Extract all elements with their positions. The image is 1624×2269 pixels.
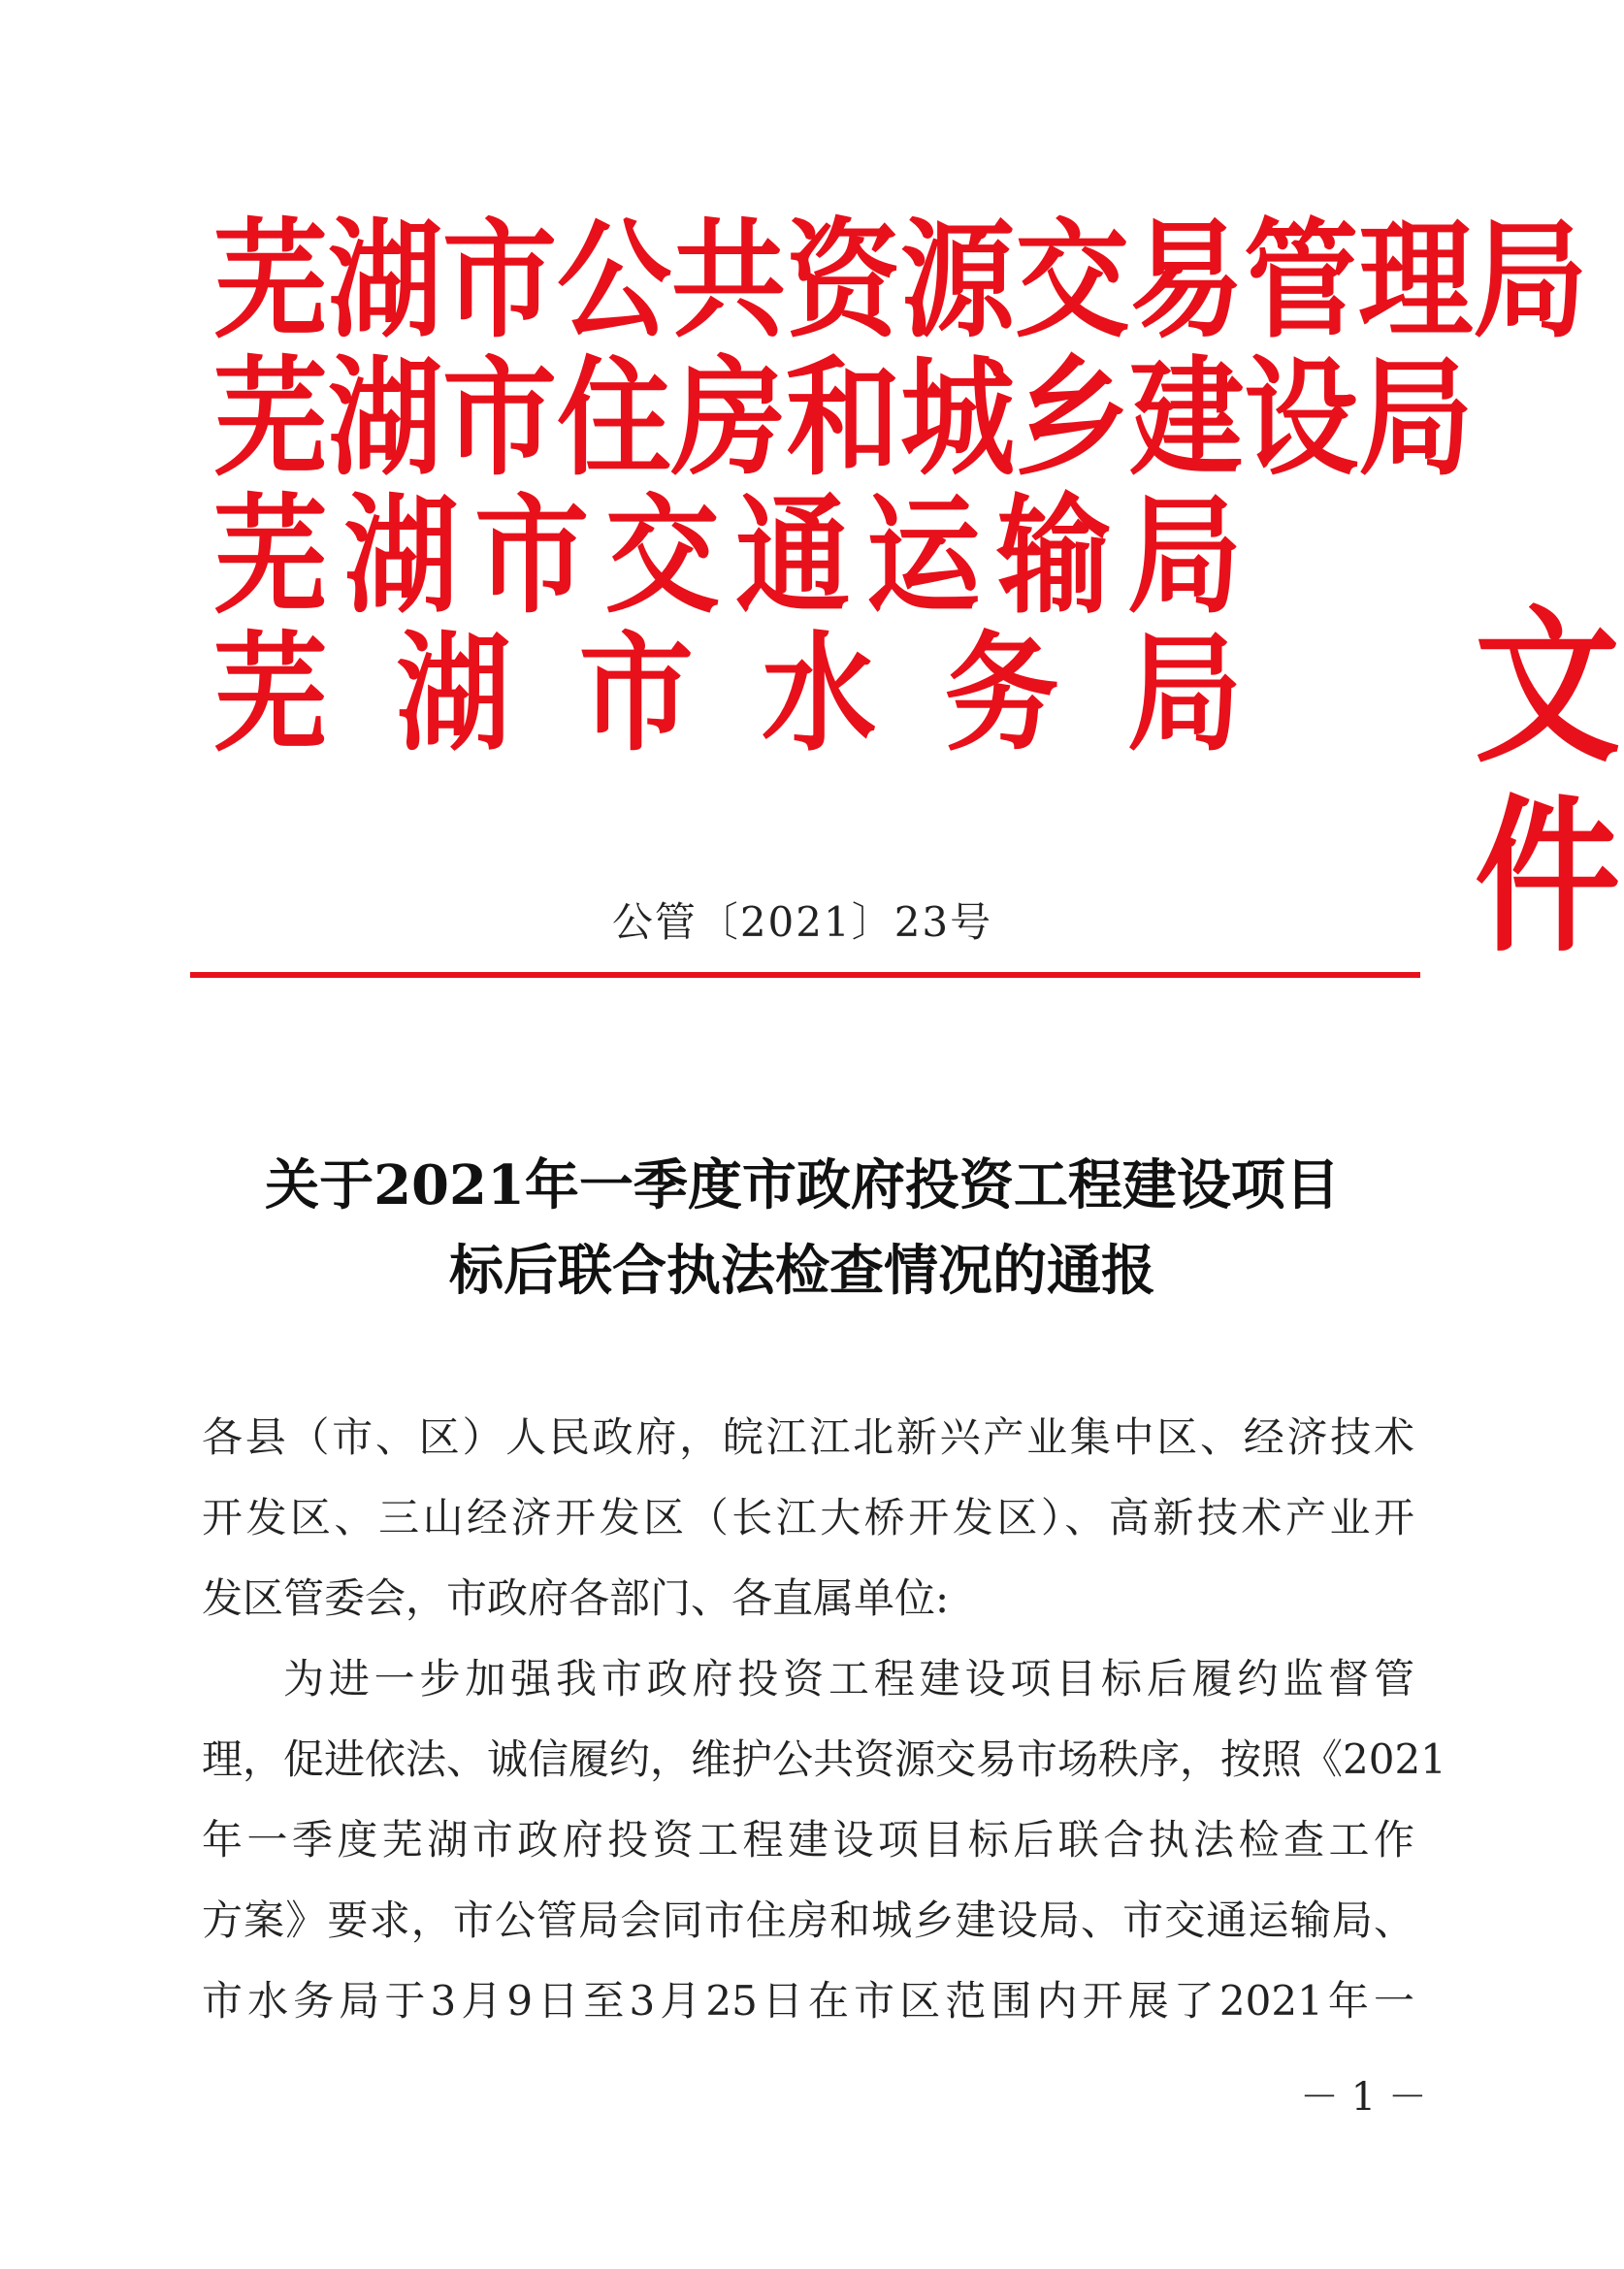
paragraph-line: 方案》要求，市公管局会同市住房和城乡建设局、市交通运输局、 (202, 1896, 1414, 1944)
masthead-char: 输 (996, 480, 1112, 632)
masthead-char: 交 (1015, 205, 1130, 356)
org-line-public-resources (213, 205, 1588, 356)
masthead-char: 芜 (213, 480, 329, 632)
masthead-char: 管 (1244, 205, 1359, 356)
masthead-char: 共 (671, 205, 787, 356)
title-line-1: 关于2021年一季度市政府投资工程建设项目 (265, 1153, 1340, 1217)
addressee-line: 各县（市、区）人民政府，皖江江北新兴产业集中区、经济技术 (202, 1413, 1414, 1461)
addressee-line: 开发区、三山经济开发区（长江大桥开发区）、高新技术产业开 (202, 1494, 1414, 1541)
masthead-char: 乡 (1015, 342, 1130, 494)
paragraph-line: 市水务局于3月9日至3月25日在市区范围内开展了2021年一 (202, 1977, 1414, 2025)
masthead-char: 和 (786, 342, 901, 494)
page-number: － 1 － (1300, 2075, 1427, 2120)
masthead-char: 市 (442, 342, 558, 494)
masthead-char: 局 (1126, 618, 1242, 769)
masthead-char: 理 (1358, 205, 1474, 356)
masthead-char: 房 (671, 342, 787, 494)
masthead-char: 交 (604, 480, 720, 632)
masthead-char: 通 (735, 480, 851, 632)
masthead-char: 城 (900, 342, 1016, 494)
paragraph-line: 年一季度芜湖市政府投资工程建设项目标后联合执法检查工作 (202, 1816, 1414, 1864)
masthead-char: 湖 (328, 342, 443, 494)
masthead-char: 湖 (328, 205, 443, 356)
masthead-char: 建 (1129, 342, 1245, 494)
masthead-char: 市 (474, 480, 590, 632)
masthead-char: 芜 (213, 205, 329, 356)
masthead-char: 设 (1244, 342, 1359, 494)
org-line-transport (213, 480, 1242, 632)
document-number: 公管〔2021〕23号 (611, 898, 993, 946)
paragraph-line: 理，促进依法、诚信履约，维护公共资源交易市场秩序，按照《2021 (202, 1735, 1446, 1783)
org-line-water (213, 618, 1242, 769)
document-body (202, 1397, 1446, 2041)
masthead-char: 局 (1473, 205, 1588, 356)
masthead-char: 源 (900, 205, 1016, 356)
document-type-label: 文件 (1475, 591, 1624, 976)
masthead-char: 市 (578, 618, 694, 769)
masthead-char: 芜 (213, 618, 329, 769)
masthead-char: 局 (1126, 480, 1242, 632)
title-line-2: 标后联合执法检查情况的通报 (449, 1239, 1155, 1303)
paragraph-line: 为进一步加强我市政府投资工程建设项目标后履约监督管 (283, 1655, 1414, 1702)
addressee-line: 发区管委会，市政府各部门、各直属单位: (202, 1574, 950, 1622)
document-title (0, 1143, 1605, 1313)
masthead-char: 湖 (343, 480, 459, 632)
masthead-char: 湖 (396, 618, 511, 769)
masthead-char: 水 (762, 618, 877, 769)
masthead-char: 公 (557, 205, 672, 356)
masthead-char: 务 (944, 618, 1059, 769)
masthead-char: 资 (786, 205, 901, 356)
masthead-char: 住 (557, 342, 672, 494)
org-line-housing-construction (213, 342, 1474, 494)
masthead-char: 市 (442, 205, 558, 356)
red-divider-line (190, 972, 1420, 978)
masthead-char: 局 (1358, 342, 1474, 494)
masthead-char: 易 (1129, 205, 1245, 356)
masthead-char: 运 (865, 480, 981, 632)
masthead-char: 芜 (213, 342, 329, 494)
